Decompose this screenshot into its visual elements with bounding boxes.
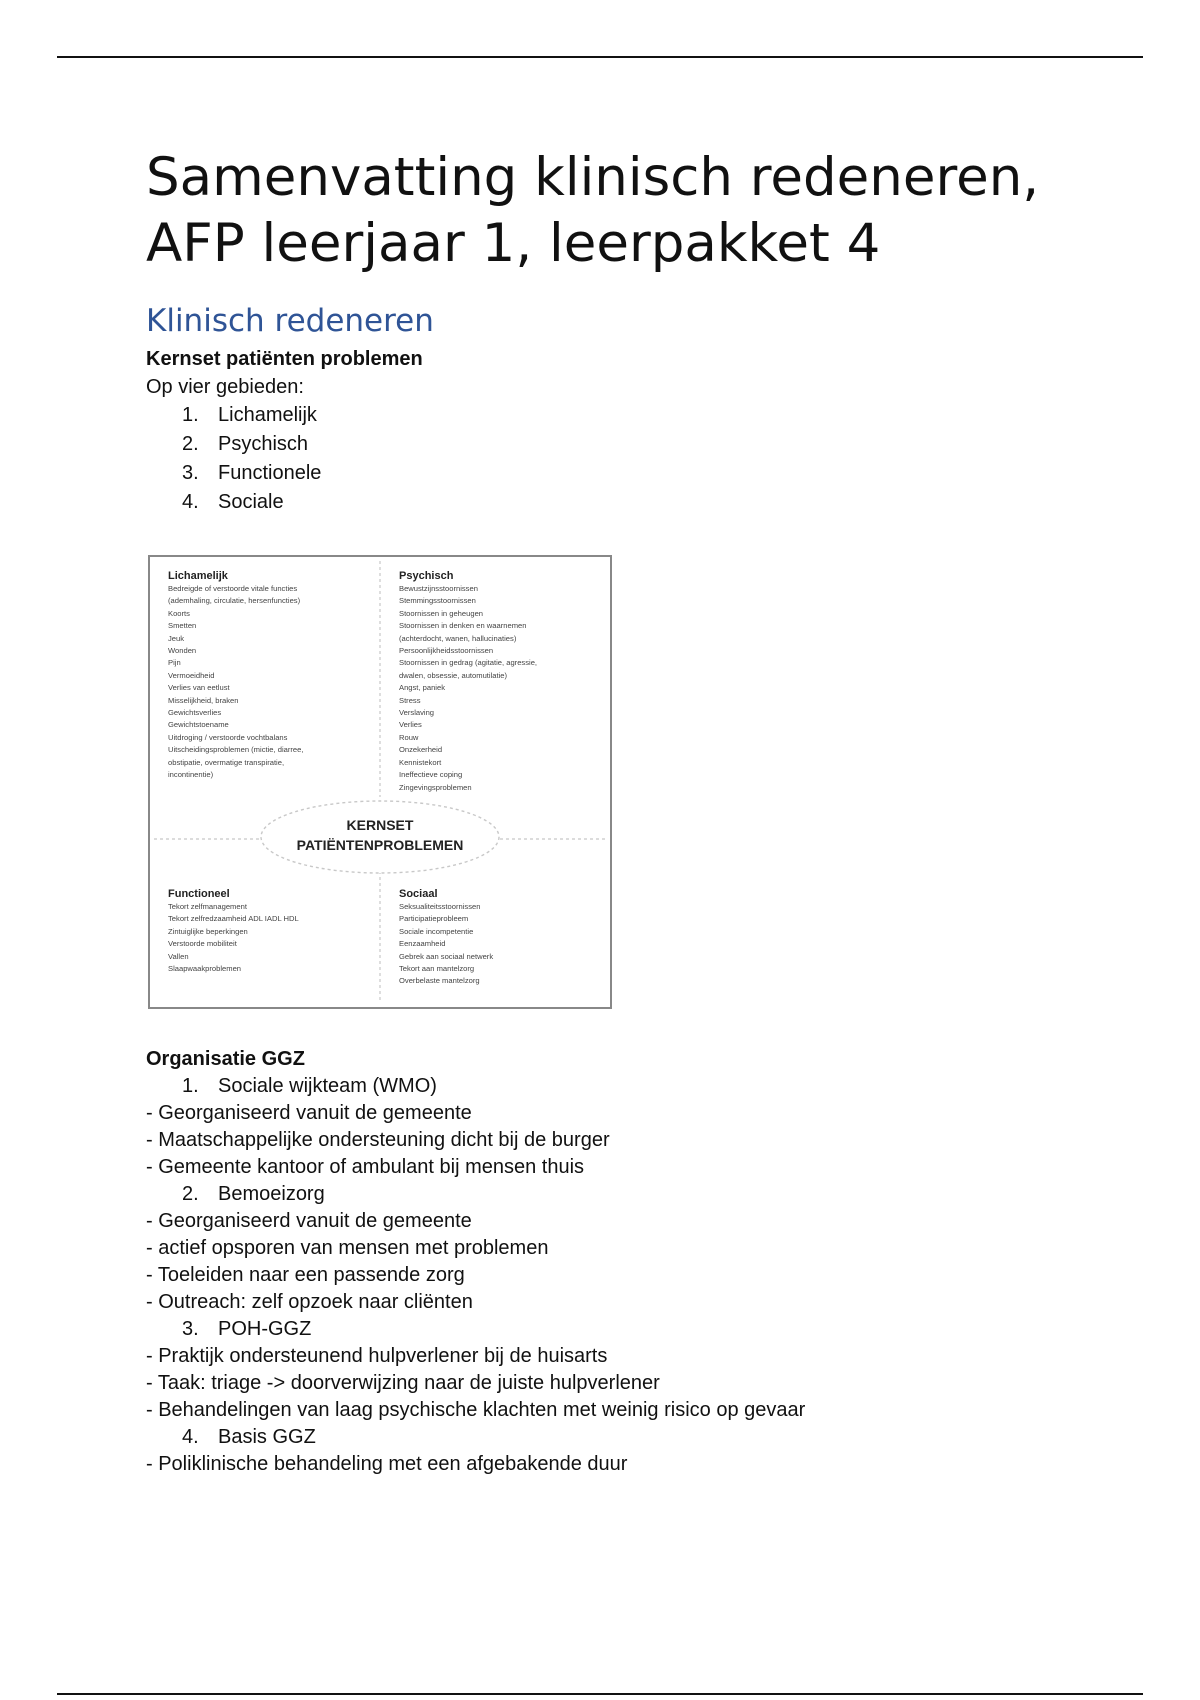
quadrant-psychisch: Psychisch Bewustzijnsstoornissen Stemmingsstoornissen Stoornissen in geheugen Stoornissen in denken en waarnemen (achterdocht, wanen, hallucinaties) Persoonlijkheidsstoornissen Stoornissen in gedrag (agitatie, agressie, dwalen, obsessie, automutilatie) Angst, paniek Stress Verslaving Verlies Rouw Onzekerheid Kennistekort Ineffectieve coping Zingevingsproblemen	[399, 570, 538, 792]
list-item: 2. Psychisch	[182, 433, 309, 455]
kernset-diagram	[148, 555, 612, 1009]
quadrant-lichamelijk: Lichamelijk Bedreigde of verstoorde vitale functies (ademhaling, circulatie, hersenfuncties) Koorts Smetten Jeuk Wonden Pijn Vermoeidheid Verlies van eetlust Misselijkheid, braken Gewichtsverlies Gewichtstoename Uitdroging / verstoorde vochtbalans Uitscheidingsproblemen (mictie, diarree, obstipatie, overmatige transpiratie, incontinentie)	[168, 570, 304, 780]
org-group-3	[146, 1316, 1106, 1343]
list-item: 3. Functionele	[182, 462, 322, 484]
bullet-line: - Georganiseerd vanuit de gemeente	[146, 1210, 472, 1232]
list-item: 1. Sociale wijkteam (WMO)	[182, 1075, 437, 1097]
org-group-2	[146, 1181, 1106, 1208]
list-item: 2. Bemoeizorg	[182, 1183, 325, 1205]
section-heading: Klinisch redeneren	[146, 303, 434, 339]
bullet-line: - Poliklinische behandeling met een afgebakende duur	[146, 1453, 628, 1475]
list-item: 4. Basis GGZ	[182, 1426, 316, 1448]
organisatie-section	[146, 1045, 1106, 1478]
bullet-line: - Toeleiden naar een passende zorg	[146, 1264, 465, 1286]
document-title: Samenvatting klinisch redeneren, AFP leerjaar 1, leerpakket 4	[146, 147, 1040, 274]
list-item: 4. Sociale	[182, 491, 284, 513]
list-item: 1. Lichamelijk	[182, 404, 317, 426]
bottom-rule	[57, 1693, 1143, 1695]
bullet-line: - actief opsporen van mensen met problemen	[146, 1237, 549, 1259]
bullet-line: - Georganiseerd vanuit de gemeente	[146, 1102, 472, 1124]
quadrant-functioneel: Functioneel Tekort zelfmanagement Tekort zelfredzaamheid ADL IADL HDL Zintuiglijke beperkingen Verstoorde mobiliteit Vallen Slaapwaakproblemen	[168, 888, 299, 974]
bullet-line: - Outreach: zelf opzoek naar cliënten	[146, 1291, 473, 1313]
bullet-line: - Behandelingen van laag psychische klachten met weinig risico op gevaar	[146, 1399, 806, 1421]
kernset-intro: Op vier gebieden:	[146, 376, 304, 398]
document-body	[146, 145, 1106, 1478]
list-item: 3. POH-GGZ	[182, 1318, 312, 1340]
bullet-line: - Maatschappelijke ondersteuning dicht bij de burger	[146, 1129, 610, 1151]
bullet-line: - Gemeente kantoor of ambulant bij mensen thuis	[146, 1156, 585, 1178]
bullet-line: - Taak: triage -> doorverwijzing naar de juiste hulpverlener	[146, 1372, 660, 1394]
org-group-4	[146, 1424, 1106, 1451]
kernset-heading: Kernset patiënten problemen	[146, 348, 423, 370]
bullet-line: - Praktijk ondersteunend hulpverlener bij de huisarts	[146, 1345, 608, 1367]
kernset-list	[146, 401, 1106, 517]
top-rule	[57, 56, 1143, 58]
org-group-1	[146, 1073, 1106, 1100]
diagram-center-label: KERNSET PATIËNTENPROBLEMEN	[296, 817, 464, 853]
organisatie-heading: Organisatie GGZ	[146, 1048, 305, 1070]
quadrant-sociaal: Sociaal Seksualiteitsstoornissen Participatieprobleem Sociale incompetentie Eenzaamheid Gebrek aan sociaal netwerk Tekort aan mantelzorg Overbelaste mantelzorg	[399, 888, 494, 986]
